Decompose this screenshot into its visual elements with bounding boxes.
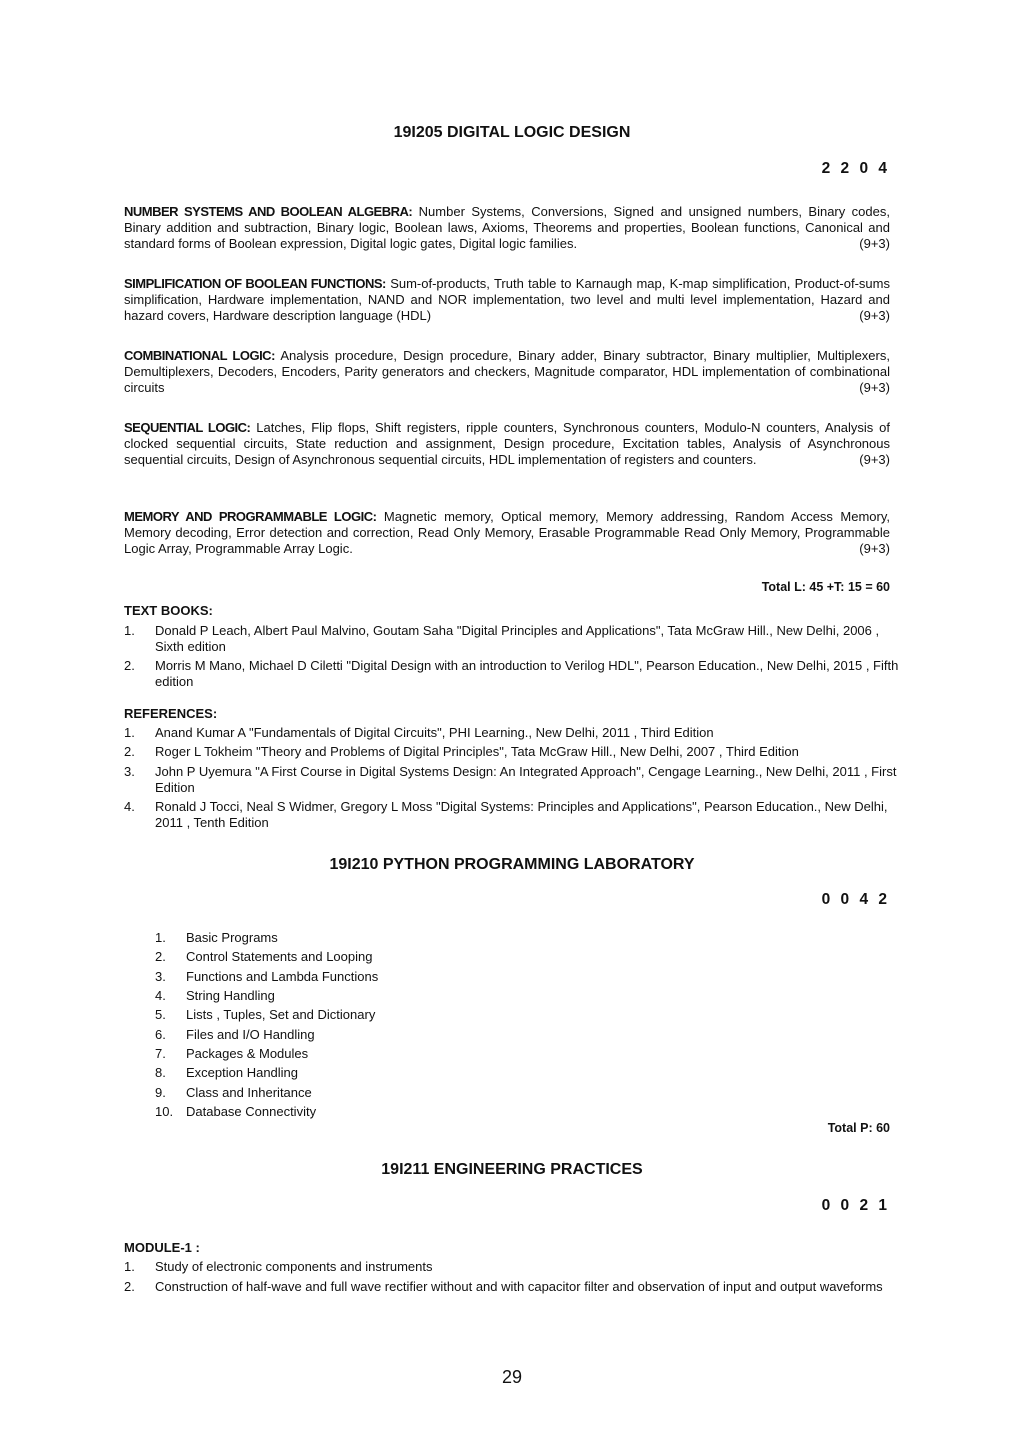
item-number: 7.	[155, 1046, 166, 1061]
references-heading: REFERENCES:	[124, 706, 218, 721]
course-title: 19I205 DIGITAL LOGIC DESIGN	[393, 124, 631, 141]
item-text: John P Uyemura "A First Course in Digital Systems Design: An Integrated Approach", Cengage Learning., New Delhi, 2011 , First Edition	[155, 764, 897, 795]
reference-item	[124, 744, 900, 760]
item-number: 9.	[155, 1085, 166, 1100]
list-item	[124, 1259, 900, 1275]
item-text: String Handling	[186, 988, 275, 1003]
list-item	[155, 949, 372, 965]
item-text: Functions and Lambda Functions	[186, 969, 379, 984]
item-text: Packages & Modules	[186, 1046, 309, 1061]
item-text: Exception Handling	[186, 1065, 299, 1080]
item-text: Lists , Tuples, Set and Dictionary	[186, 1007, 376, 1022]
syllabus-unit	[124, 276, 890, 325]
unit-body: Latches, Flip flops, Shift registers, ripple counters, Synchronous counters, Modulo-N counters, Analysis of clocked sequential circuits, State reduction and assignment, Design procedure, Excitation tables, Analysis of Asynchronous sequential circuits, Design of Asynchronous sequential circuits, HDL implementation of registers and counters.	[124, 420, 890, 468]
item-number: 3.	[155, 969, 166, 984]
list-item	[124, 1279, 900, 1295]
syllabus-unit	[124, 509, 890, 558]
item-number: 6.	[155, 1027, 166, 1042]
unit-heading: COMBINATIONAL LOGIC:	[124, 348, 275, 363]
item-text: Database Connectivity	[186, 1104, 317, 1119]
item-number: 4.	[124, 799, 135, 814]
item-number: 4.	[155, 988, 166, 1003]
list-item	[155, 988, 275, 1004]
item-number: 1.	[124, 623, 135, 638]
item-text: Ronald J Tocci, Neal S Widmer, Gregory L Moss "Digital Systems: Principles and Applications", Pearson Education., New Delhi, 2011 , Tenth Edition	[155, 799, 888, 830]
credits: 0 0 2 1	[821, 1197, 890, 1214]
credits: 0 0 4 2	[821, 891, 890, 908]
course-title: 19I211 ENGINEERING PRACTICES	[381, 1161, 643, 1178]
list-item	[155, 1027, 315, 1043]
item-text: Roger L Tokheim "Theory and Problems of Digital Principles", Tata McGraw Hill., New Delhi, 2007 , Third Edition	[155, 744, 799, 759]
unit-heading: NUMBER SYSTEMS AND BOOLEAN ALGEBRA:	[124, 204, 413, 219]
course-title: 19I210 PYTHON PROGRAMMING LABORATORY	[329, 856, 695, 873]
list-item	[155, 1085, 312, 1101]
item-number: 2.	[124, 1279, 135, 1294]
syllabus-unit	[124, 348, 890, 397]
textbook-item	[124, 658, 900, 690]
unit-hours: (9+3)	[859, 541, 890, 557]
item-number: 1.	[155, 930, 166, 945]
textbook-item	[124, 623, 900, 655]
item-number: 1.	[124, 1259, 135, 1274]
reference-item	[124, 764, 900, 796]
item-text: Class and Inheritance	[186, 1085, 312, 1100]
total-hours: Total P: 60	[827, 1121, 890, 1135]
item-text: Construction of half-wave and full wave rectifier without and with capacitor filter and observation of input and output waveforms	[155, 1279, 883, 1294]
list-item	[155, 1065, 298, 1081]
item-number: 10.	[155, 1104, 174, 1119]
unit-body: Analysis procedure, Design procedure, Binary adder, Binary subtractor, Binary multiplier, Multiplexers, Demultiplexers, Decoders, Encoders, Parity generators and checkers, Magnitude comparator, HDL implementation of combinational circuits	[124, 348, 890, 396]
item-number: 5.	[155, 1007, 166, 1022]
item-number: 2.	[124, 744, 135, 759]
module-heading: MODULE-1 :	[124, 1240, 200, 1255]
syllabus-unit	[124, 420, 890, 469]
credits: 2 2 0 4	[821, 160, 890, 177]
list-item	[155, 1104, 316, 1120]
page-number: 29	[501, 1367, 523, 1387]
unit-hours: (9+3)	[859, 236, 890, 252]
item-text: Study of electronic components and instruments	[155, 1259, 433, 1274]
list-item	[155, 969, 378, 985]
unit-hours: (9+3)	[859, 452, 890, 468]
item-text: Files and I/O Handling	[186, 1027, 315, 1042]
item-text: Control Statements and Looping	[186, 949, 373, 964]
item-text: Donald P Leach, Albert Paul Malvino, Goutam Saha "Digital Principles and Applications", Tata McGraw Hill., New Delhi, 2006 , Sixth edition	[155, 623, 880, 654]
item-number: 1.	[124, 725, 135, 740]
textbooks-heading: TEXT BOOKS:	[124, 603, 213, 618]
unit-heading: SIMPLIFICATION OF BOOLEAN FUNCTIONS:	[124, 276, 386, 291]
unit-hours: (9+3)	[859, 308, 890, 324]
item-number: 8.	[155, 1065, 166, 1080]
item-text: Morris M Mano, Michael D Ciletti "Digital Design with an introduction to Verilog HDL", Pearson Education., New Delhi, 2015 , Fifth edition	[155, 658, 899, 689]
unit-body: Number Systems, Conversions, Signed and unsigned numbers, Binary codes, Binary addition and subtraction, Binary logic, Boolean laws, Axioms, Theorems and properties, Boolean functions, Canonical and standard forms of Boolean expression, Digital logic gates, Digital logic families.	[124, 204, 890, 252]
list-item	[155, 1007, 375, 1023]
reference-item	[124, 725, 900, 741]
syllabus-unit	[124, 204, 890, 253]
item-number: 2.	[155, 949, 166, 964]
item-text: Basic Programs	[186, 930, 278, 945]
list-item	[155, 1046, 308, 1062]
item-number: 3.	[124, 764, 135, 779]
reference-item	[124, 799, 900, 831]
unit-hours: (9+3)	[859, 380, 890, 396]
list-item	[155, 930, 278, 946]
unit-body: Magnetic memory, Optical memory, Memory addressing, Random Access Memory, Memory decoding, Error detection and correction, Read Only Memory, Erasable Programmable Read Only Memory, Programmable Logic Array, Programmable Array Logic.	[124, 509, 890, 557]
total-hours: Total L: 45 +T: 15 = 60	[761, 580, 890, 594]
unit-body: Sum-of-products, Truth table to Karnaugh map, K-map simplification, Product-of-sums simplification, Hardware implementation, NAND and NOR implementation, two level and multi level implementation, Hazard and hazard covers, Hardware description language (HDL)	[124, 276, 890, 324]
item-text: Anand Kumar A "Fundamentals of Digital Circuits", PHI Learning., New Delhi, 2011 , Third Edition	[155, 725, 714, 740]
unit-heading: SEQUENTIAL LOGIC:	[124, 420, 251, 435]
item-number: 2.	[124, 658, 135, 673]
unit-heading: MEMORY AND PROGRAMMABLE LOGIC:	[124, 509, 377, 524]
